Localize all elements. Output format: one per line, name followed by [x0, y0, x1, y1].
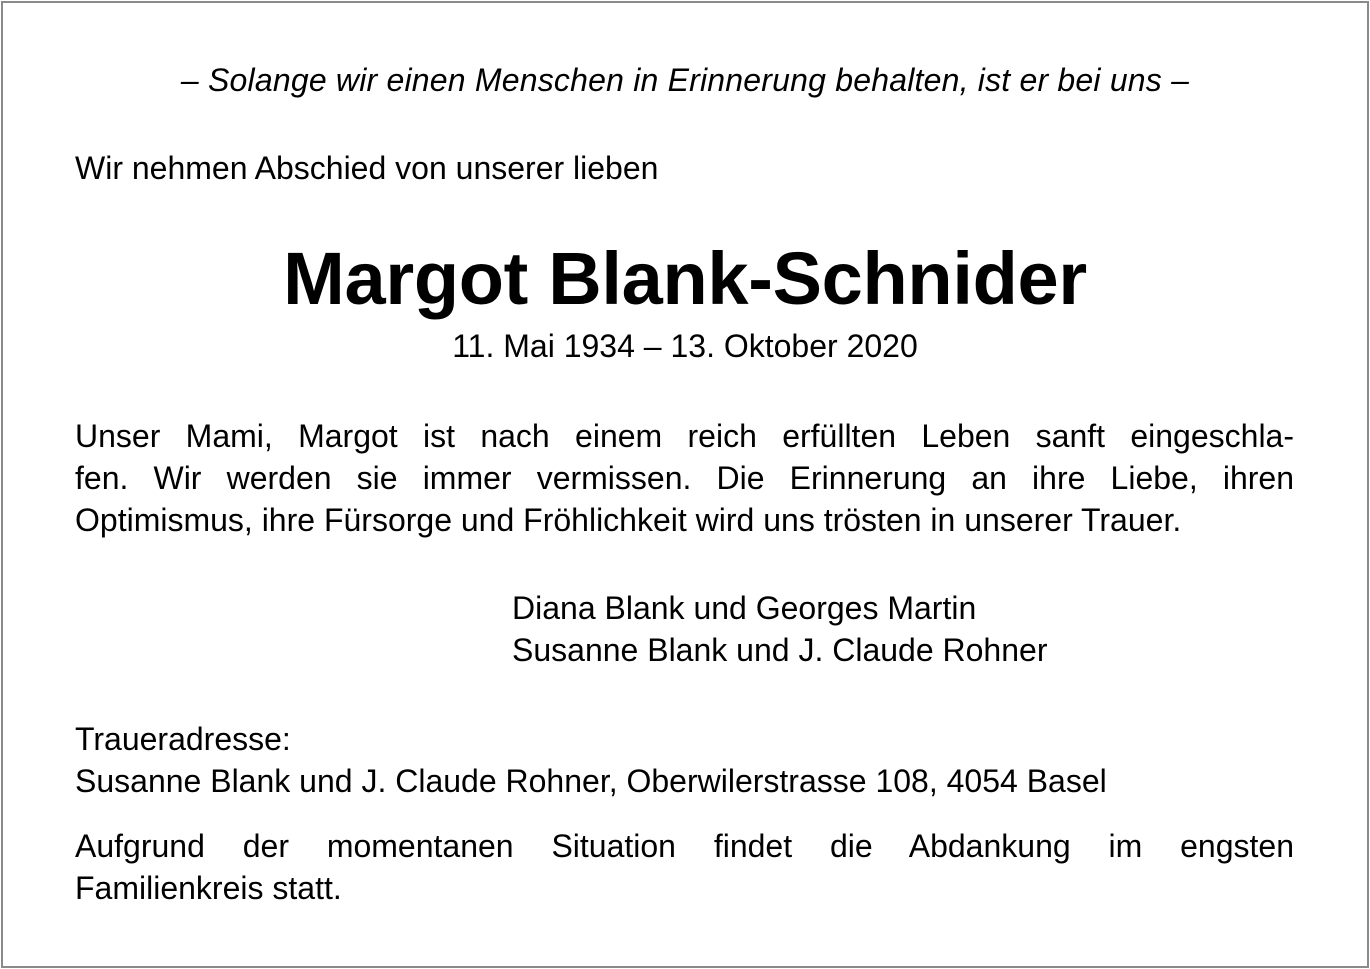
motto-quote: – Solange wir einen Menschen in Erinnerung behalten, ist er bei uns –	[180, 62, 1190, 98]
notice-line: Aufgrund der momentanen Situation findet die Abdankung im engsten	[75, 828, 1294, 864]
mourning-address-value: Susanne Blank und J. Claude Rohner, Oberwilerstrasse 108, 4054 Basel	[75, 763, 1107, 799]
mourning-address	[75, 718, 1107, 802]
mourning-address-label: Traueradresse:	[75, 721, 291, 757]
signer-name: Diana Blank und Georges Martin	[512, 590, 977, 626]
notice-line: Familienkreis statt.	[75, 870, 342, 906]
life-dates: 11. Mai 1934 – 13. Oktober 2020	[452, 328, 918, 364]
signer-name: Susanne Blank und J. Claude Rohner	[512, 632, 1048, 668]
signers-block	[512, 587, 1047, 671]
message-line: Optimismus, ihre Fürsorge und Fröhlichkeit wird uns trösten in unserer Trauer.	[75, 502, 1182, 538]
message-line: fen. Wir werden sie immer vermissen. Die Erinnerung an ihre Liebe, ihren	[75, 460, 1294, 496]
message-line: Unser Mami, Margot ist nach einem reich erfüllten Leben sanft eingeschla-	[75, 418, 1294, 454]
funeral-notice	[75, 825, 1294, 909]
obituary-message	[75, 415, 1294, 541]
deceased-name: Margot Blank-Schnider	[283, 237, 1087, 320]
intro-text: Wir nehmen Abschied von unserer lieben	[75, 150, 659, 186]
